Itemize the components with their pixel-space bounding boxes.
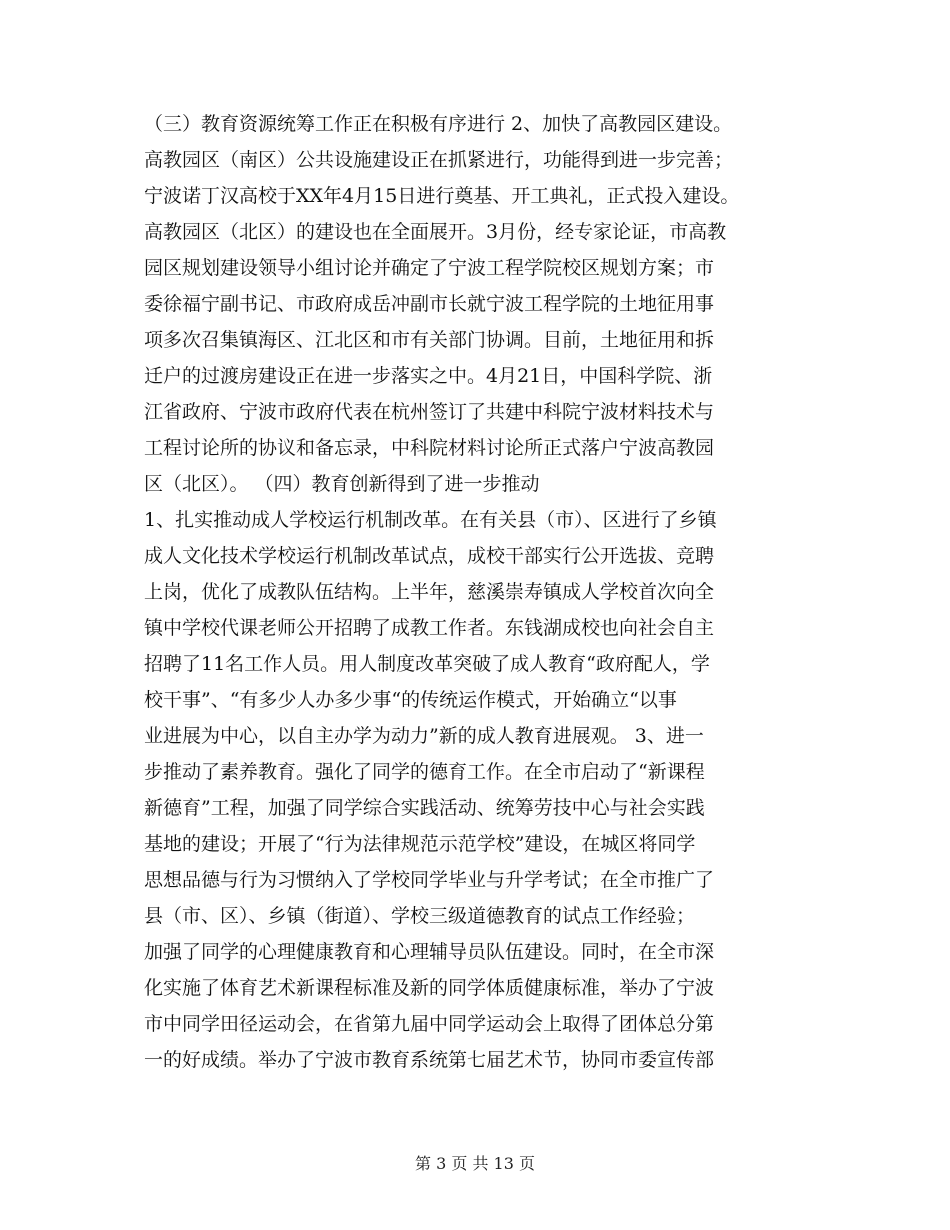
text-line-8: 迁户的过渡房建设正在进一步落实之中。4月21日，中国科学院、浙: [144, 365, 713, 387]
text-line-1: （三）教育资源统筹工作正在积极有序进行 2、加快了高教园区建设。: [144, 113, 733, 135]
text-line-4: 高教园区（北区）的建设也在全面展开。3月份，经专家论证，市高教: [144, 221, 727, 243]
text-line-15: 镇中学校代课老师公开招聘了成教工作者。东钱湖成校也向社会自主: [144, 617, 715, 639]
text-line-12: 1、扎实推动成人学校运行机制改革。在有关县（市）、区进行了乡镇: [144, 509, 717, 531]
text-line-19: 步推动了素养教育。强化了同学的德育工作。在全市启动了“新课程: [144, 761, 705, 783]
text-line-27: 一的好成绩。举办了宁波市教育系统第七届艺术节，协同市委宣传部: [144, 1049, 715, 1071]
body-text: [144, 106, 844, 1078]
text-line-3: 宁波诺丁汉高校于XX年4月15日进行奠基、开工典礼，正式投入建设。: [144, 185, 740, 207]
text-line-24: 加强了同学的心理健康教育和心理辅导员队伍建设。同时，在全市深: [144, 941, 715, 963]
text-line-20: 新德育”工程，加强了同学综合实践活动、统筹劳技中心与社会实践: [144, 797, 705, 819]
text-line-16: 招聘了11名工作人员。用人制度改革突破了成人教育“政府配人，学: [144, 653, 710, 675]
page-number-footer: 第 3 页 共 13 页: [415, 1154, 535, 1173]
text-line-22: 思想品德与行为习惯纳入了学校同学毕业与升学考试；在全市推广了: [144, 869, 715, 891]
text-line-26: 市中同学田径运动会，在省第九届中同学运动会上取得了团体总分第: [144, 1013, 715, 1035]
text-line-23: 县（市、区）、乡镇（街道）、学校三级道德教育的试点工作经验；: [144, 905, 696, 927]
text-line-9: 江省政府、宁波市政府代表在杭州签订了共建中科院宁波材料技术与: [144, 401, 715, 423]
text-line-18: 业进展为中心，以自主办学为动力”新的成人教育进展观。 3、进一: [144, 725, 704, 747]
text-line-21: 基地的建设；开展了“行为法律规范示范学校”建设，在城区将同学: [144, 833, 696, 855]
text-line-6: 委徐福宁副书记、市政府成岳冲副市长就宁波工程学院的土地征用事: [144, 293, 715, 315]
text-line-17: 校干事”、“有多少人办多少事“的传统运作模式，开始确立“以事: [144, 689, 677, 711]
text-line-2: 高教园区（南区）公共设施建设正在抓紧进行，功能得到进一步完善；: [144, 149, 734, 171]
text-line-13: 成人文化技术学校运行机制改革试点，成校干部实行公开选拔、竞聘: [144, 545, 715, 567]
text-line-7: 项多次召集镇海区、江北区和市有关部门协调。目前，土地征用和拆: [144, 329, 715, 351]
text-line-25: 化实施了体育艺术新课程标准及新的同学体质健康标准，举办了宁波: [144, 977, 715, 999]
text-line-14: 上岗，优化了成教队伍结构。上半年，慈溪崇寿镇成人学校首次向全: [144, 581, 715, 603]
text-line-5: 园区规划建设领导小组讨论并确定了宁波工程学院校区规划方案；市: [144, 257, 715, 279]
text-line-11: 区（北区）。 （四）教育创新得到了进一步推动: [144, 473, 540, 495]
text-line-10: 工程讨论所的协议和备忘录，中科院材料讨论所正式落户宁波高教园: [144, 437, 715, 459]
